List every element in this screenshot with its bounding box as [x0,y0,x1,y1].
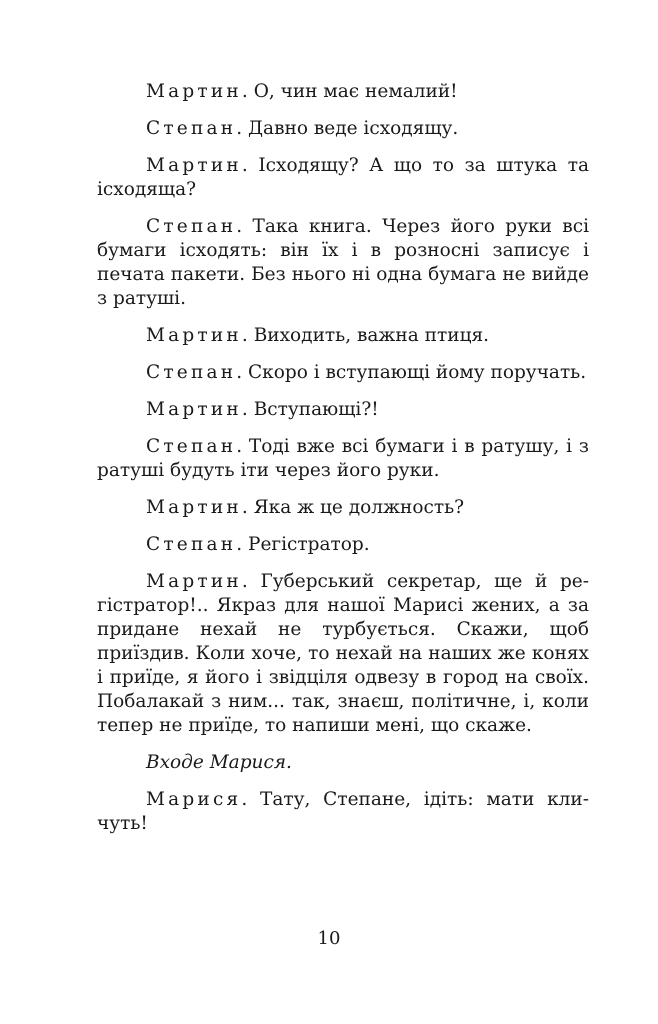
speaker-name: Степан [146,216,237,237]
speaker-name: Степан [146,436,237,457]
dialogue-line: Мартин. Губерський секретар, ще й регістратор!.. Якраз для нашої Марисі жених, а за придане нехай не турбується. Скажи, щоб приїздив. Коли хоче, то нехай на наших же конях і приїде, я його і звідціля одвезу в город на своїх. Побалакай з ним... так, знаєш, політичне, і, коли тепер не приїде, то напиши мені, що скаже. [97,571,589,736]
stage-direction: Входе Марися. [146,752,292,773]
line-text: О, чин має немалий! [253,81,458,102]
speaker-name: Мартин [146,81,242,102]
line-text: Регістратор. [248,534,370,555]
document-page [97,80,589,849]
speaker-name: Мартин [146,571,242,592]
line-text: Виходить, важна птиця. [253,325,490,346]
dialogue-line: Мартин. Виходить, важна птиця. [146,325,490,346]
dialogue-line: Степан. Така книга. Через його руки всі бумаги ісходять: він їх і в розноснi записує і печата пакети. Без нього ні одна бумага не вийде з ратуші. [97,216,589,309]
speaker-name: Мартин [146,399,242,420]
speaker-name: Степан [146,118,237,139]
dialogue-line: Мартин. О, чин має немалий! [146,81,458,102]
speaker-name: Степан [146,362,237,383]
speaker-name: Марися [146,789,242,810]
dialogue-line: Степан. Давно веде ісходящу. [146,118,459,139]
dialogue-line: Мартин. Яка ж це должность? [146,497,465,518]
line-text: Скоро і вступающі йому поручать. [248,362,587,383]
line-text: Яка ж це должность? [253,497,465,518]
speaker-name: Мартин [146,155,242,176]
line-text: Вступающі?! [253,399,379,420]
dialogue-line: Степан. Тоді вже всі бумаги і в ратушу, і з ратуші будуть іти через його руки. [97,436,589,481]
line-text: Губерський секретар, ще й регістратор!.. Якраз для нашої Марисі жених, а за придане нехай не турбується. Скажи, щоб приїздив. Коли хоче, то нехай на наших же конях і приїде, я його і звідціля одвезу в город на своїх. Побалакай з ним... так, знаєш, політичне, і, коли тепер не приїде, то напиши мені, що скаже. [97,571,589,736]
line-text: Ісходящу? А що то за штука та ісходяща? [97,155,589,200]
dialogue-line: Марися. Тату, Степане, ідіть: мати кличуть! [97,789,589,834]
speaker-name: Мартин [146,325,242,346]
dialogue-line: Степан. Регістратор. [146,534,370,555]
line-text: Тоді вже всі бумаги і в ратушу, і з ратуші будуть іти через його руки. [97,436,589,481]
dialogue-line: Мартин. Вступающі?! [146,399,379,420]
dialogue-line: Мартин. Ісходящу? А що то за штука та ісходяща? [97,155,589,200]
page-number: 10 [317,928,341,949]
dialogue-line: Степан. Скоро і вступающі йому поручать. [146,362,587,383]
line-text: Така книга. Через його руки всі бумаги ісходять: він їх і в розноснi записує і печата пакети. Без нього ні одна бумага не вийде з ратуші. [97,216,589,309]
speaker-name: Мартин [146,497,242,518]
line-text: Тату, Степане, ідіть: мати кличуть! [97,789,589,834]
speaker-name: Степан [146,534,237,555]
line-text: Давно веде ісходящу. [248,118,459,139]
